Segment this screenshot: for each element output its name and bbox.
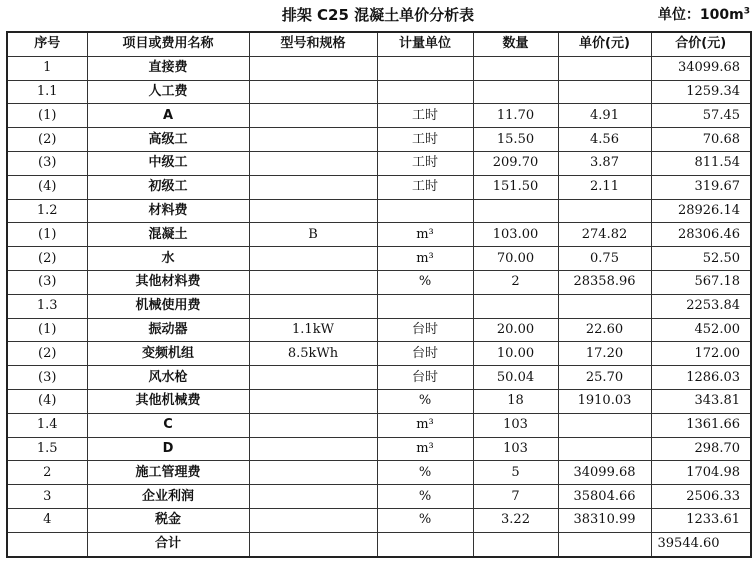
cell-total-price: 1286.03 [651,366,751,390]
table-row [7,270,751,294]
table-row [7,485,751,509]
cell-seq: 1.3 [7,294,87,318]
cell-total-price: 1361.66 [651,413,751,437]
cell-unit-price: 2.11 [558,175,651,199]
cell-spec [249,508,377,532]
cell-unit-price: 17.20 [558,342,651,366]
table-row [7,366,751,390]
cell-item-name: 初级工 [87,175,249,199]
cell-seq [7,532,87,556]
unit-text: 单位：100m [657,7,744,23]
cell-spec [249,151,377,175]
table-row [7,247,751,271]
cell-spec [249,485,377,509]
cell-spec: 8.5kWh [249,342,377,366]
cell-total-price: 1704.98 [651,461,751,485]
cell-quantity: 10.00 [473,342,558,366]
cell-unit [377,294,473,318]
cell-item-name: 人工费 [87,80,249,104]
cell-spec [249,175,377,199]
cell-unit-price: 22.60 [558,318,651,342]
cell-quantity: 209.70 [473,151,558,175]
cell-total-price: 2506.33 [651,485,751,509]
cell-seq: (1) [7,104,87,128]
table-row [7,128,751,152]
cell-unit-price: 274.82 [558,223,651,247]
header-row [7,32,751,56]
cell-item-name: 其他机械费 [87,389,249,413]
cell-item-name: 税金 [87,508,249,532]
cell-seq: (2) [7,128,87,152]
cell-unit-price: 0.75 [558,247,651,271]
cell-quantity: 151.50 [473,175,558,199]
cell-spec [249,437,377,461]
cell-item-name: 合计 [87,532,249,556]
table-row [7,104,751,128]
cell-unit-price [558,294,651,318]
unit-label [658,4,750,24]
cell-total-price: 811.54 [651,151,751,175]
cell-quantity: 3.22 [473,508,558,532]
cell-seq: 3 [7,485,87,509]
cell-total-price: 172.00 [651,342,751,366]
cell-quantity [473,532,558,556]
cell-item-name: 机械使用费 [87,294,249,318]
cell-item-name: 其他材料费 [87,270,249,294]
cell-quantity: 2 [473,270,558,294]
table-row [7,223,751,247]
table-row [7,437,751,461]
cell-spec [249,413,377,437]
table-row [7,413,751,437]
cell-total-price: 28926.14 [651,199,751,223]
cell-total-price: 2253.84 [651,294,751,318]
cell-unit: % [377,485,473,509]
cell-unit-price [558,437,651,461]
cell-seq: 2 [7,461,87,485]
cell-quantity: 5 [473,461,558,485]
cell-unit: m³ [377,247,473,271]
table-title: 排架 C25 混凝土单价分析表 [281,6,475,24]
cell-seq: 1.5 [7,437,87,461]
cell-quantity: 20.00 [473,318,558,342]
cell-unit-price: 35804.66 [558,485,651,509]
table-row [7,175,751,199]
cell-seq: (3) [7,366,87,390]
cell-seq: 1.2 [7,199,87,223]
cell-quantity: 11.70 [473,104,558,128]
header-quantity: 数量 [473,32,558,56]
unit-price-table [6,31,752,558]
table-row [7,199,751,223]
cell-seq: (3) [7,270,87,294]
cell-total-price: 28306.46 [651,223,751,247]
cell-spec [249,532,377,556]
cell-total-price: 452.00 [651,318,751,342]
cell-unit: 工时 [377,175,473,199]
unit-superscript: 3 [743,6,750,17]
cell-item-name: 企业利润 [87,485,249,509]
header-total-price: 合价(元) [651,32,751,56]
cell-total-price: 567.18 [651,270,751,294]
cell-unit: m³ [377,223,473,247]
cell-spec: B [249,223,377,247]
cell-seq: 1.1 [7,80,87,104]
cell-total-price: 319.67 [651,175,751,199]
cell-item-name: A [87,104,249,128]
cell-spec [249,366,377,390]
table-row [7,56,751,80]
cell-seq: 4 [7,508,87,532]
cell-item-name: 变频机组 [87,342,249,366]
cell-total-price: 52.50 [651,247,751,271]
header-spec: 型号和规格 [249,32,377,56]
cell-unit-price: 38310.99 [558,508,651,532]
cell-total-price: 298.70 [651,437,751,461]
cell-total-price: 70.68 [651,128,751,152]
cell-quantity [473,56,558,80]
table-body [7,56,751,556]
cell-item-name: 中级工 [87,151,249,175]
cell-unit [377,532,473,556]
cell-quantity: 103 [473,413,558,437]
cell-unit-price: 25.70 [558,366,651,390]
cell-quantity: 50.04 [473,366,558,390]
cell-spec [249,247,377,271]
cell-unit: % [377,461,473,485]
cell-seq: (1) [7,223,87,247]
cell-seq: (2) [7,247,87,271]
table-row [7,294,751,318]
cell-spec [249,199,377,223]
cell-unit: % [377,270,473,294]
cell-seq: (1) [7,318,87,342]
header-item-name: 项目或费用名称 [87,32,249,56]
table-row [7,151,751,175]
cell-quantity: 15.50 [473,128,558,152]
table-row [7,389,751,413]
cell-unit: 台时 [377,366,473,390]
cell-unit-price: 1910.03 [558,389,651,413]
cell-unit-price [558,80,651,104]
cell-unit: % [377,389,473,413]
cell-item-name: 水 [87,247,249,271]
cell-quantity: 7 [473,485,558,509]
cell-unit-price [558,199,651,223]
cell-item-name: C [87,413,249,437]
cell-unit: 工时 [377,151,473,175]
cell-quantity: 103 [473,437,558,461]
cell-total-price: 1233.61 [651,508,751,532]
cell-quantity [473,80,558,104]
cell-unit [377,56,473,80]
cell-spec [249,80,377,104]
cell-unit-price [558,56,651,80]
cell-item-name: 混凝土 [87,223,249,247]
cell-total-price: 39544.60 [651,532,751,556]
table-row [7,461,751,485]
cell-unit-price: 34099.68 [558,461,651,485]
cell-item-name: D [87,437,249,461]
cell-seq: (4) [7,389,87,413]
cell-unit: 工时 [377,128,473,152]
cell-item-name: 振动器 [87,318,249,342]
cell-unit-price: 4.91 [558,104,651,128]
cell-item-name: 直接费 [87,56,249,80]
cell-spec [249,104,377,128]
cell-spec [249,389,377,413]
cell-unit-price: 28358.96 [558,270,651,294]
cell-unit [377,80,473,104]
header-unit: 计量单位 [377,32,473,56]
cell-item-name: 高级工 [87,128,249,152]
cell-item-name: 施工管理费 [87,461,249,485]
cell-item-name: 风水枪 [87,366,249,390]
cell-item-name: 材料费 [87,199,249,223]
cell-unit: 台时 [377,318,473,342]
cell-quantity: 18 [473,389,558,413]
cell-total-price: 57.45 [651,104,751,128]
cell-unit: % [377,508,473,532]
cell-seq: 1.4 [7,413,87,437]
cell-unit: 工时 [377,104,473,128]
header-unit-price: 单价(元) [558,32,651,56]
cell-seq: (2) [7,342,87,366]
cell-spec [249,270,377,294]
cell-quantity [473,199,558,223]
cell-spec [249,128,377,152]
cell-total-price: 1259.34 [651,80,751,104]
cell-unit [377,199,473,223]
cell-seq: 1 [7,56,87,80]
table-row [7,532,751,556]
table-row [7,508,751,532]
cell-seq: (3) [7,151,87,175]
table-row [7,80,751,104]
cell-unit-price [558,413,651,437]
cell-unit-price [558,532,651,556]
table-row [7,318,751,342]
cell-unit-price: 3.87 [558,151,651,175]
cell-spec [249,294,377,318]
table-row [7,342,751,366]
cell-unit: 台时 [377,342,473,366]
cell-unit: m³ [377,437,473,461]
header-seq: 序号 [7,32,87,56]
cell-total-price: 343.81 [651,389,751,413]
cell-quantity: 70.00 [473,247,558,271]
cell-spec [249,56,377,80]
cell-quantity [473,294,558,318]
cell-unit: m³ [377,413,473,437]
cell-spec [249,461,377,485]
cell-quantity: 103.00 [473,223,558,247]
cell-spec: 1.1kW [249,318,377,342]
cell-unit-price: 4.56 [558,128,651,152]
cell-seq: (4) [7,175,87,199]
cell-total-price: 34099.68 [651,56,751,80]
